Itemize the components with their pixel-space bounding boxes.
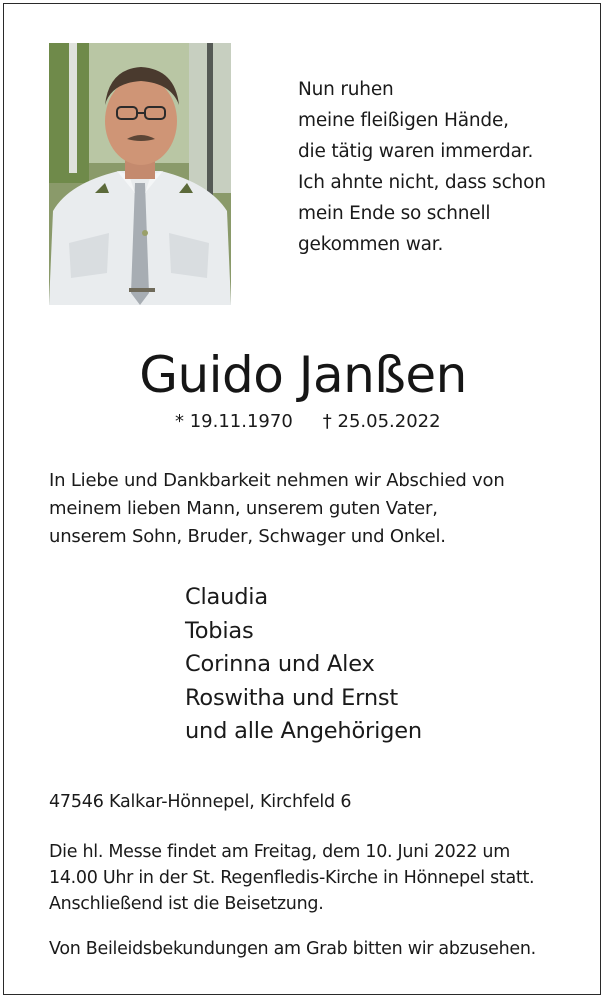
poem-line: gekommen war. — [298, 234, 444, 255]
deceased-name: Guido Janßen — [139, 346, 467, 404]
mourner-name: und alle Angehörigen — [185, 718, 422, 744]
farewell-line: In Liebe und Dankbarkeit nehmen wir Abschied von — [49, 470, 505, 491]
portrait-photo — [49, 43, 231, 305]
poem-line: mein Ende so schnell — [298, 203, 491, 224]
life-dates — [175, 409, 441, 435]
mass-announcement — [49, 839, 579, 917]
mass-line: Die hl. Messe findet am Freitag, dem 10. Juni 2022 um — [49, 842, 510, 862]
mass-line: 14.00 Uhr in der St. Regenfledis-Kirche in Hönnepel statt. — [49, 868, 535, 888]
farewell-text — [49, 467, 569, 551]
poem — [298, 74, 588, 260]
farewell-line: meinem lieben Mann, unserem guten Vater, — [49, 498, 438, 519]
poem-line: Ich ahnte nicht, dass schon — [298, 172, 546, 193]
family-address: 47546 Kalkar-Hönnepel, Kirchfeld 6 — [49, 792, 352, 812]
poem-line: die tätig waren immerdar. — [298, 141, 534, 162]
condolence-note: Von Beileidsbekundungen am Grab bitten wir abzusehen. — [49, 939, 536, 959]
poem-line: meine fleißigen Hände, — [298, 110, 509, 131]
mourner-name: Roswitha und Ernst — [185, 684, 399, 711]
death-date: † 25.05.2022 — [322, 411, 441, 432]
farewell-line: unserem Sohn, Bruder, Schwager und Onkel. — [49, 526, 446, 547]
mourner-name: Corinna und Alex — [185, 651, 375, 677]
mourner-name: Tobias — [185, 617, 254, 644]
mass-line: Anschließend ist die Beisetzung. — [49, 894, 324, 914]
mourner-name: Claudia — [185, 584, 268, 610]
birth-date: * 19.11.1970 — [175, 411, 293, 432]
mourners-list — [185, 581, 422, 749]
poem-line: Nun ruhen — [298, 79, 394, 100]
